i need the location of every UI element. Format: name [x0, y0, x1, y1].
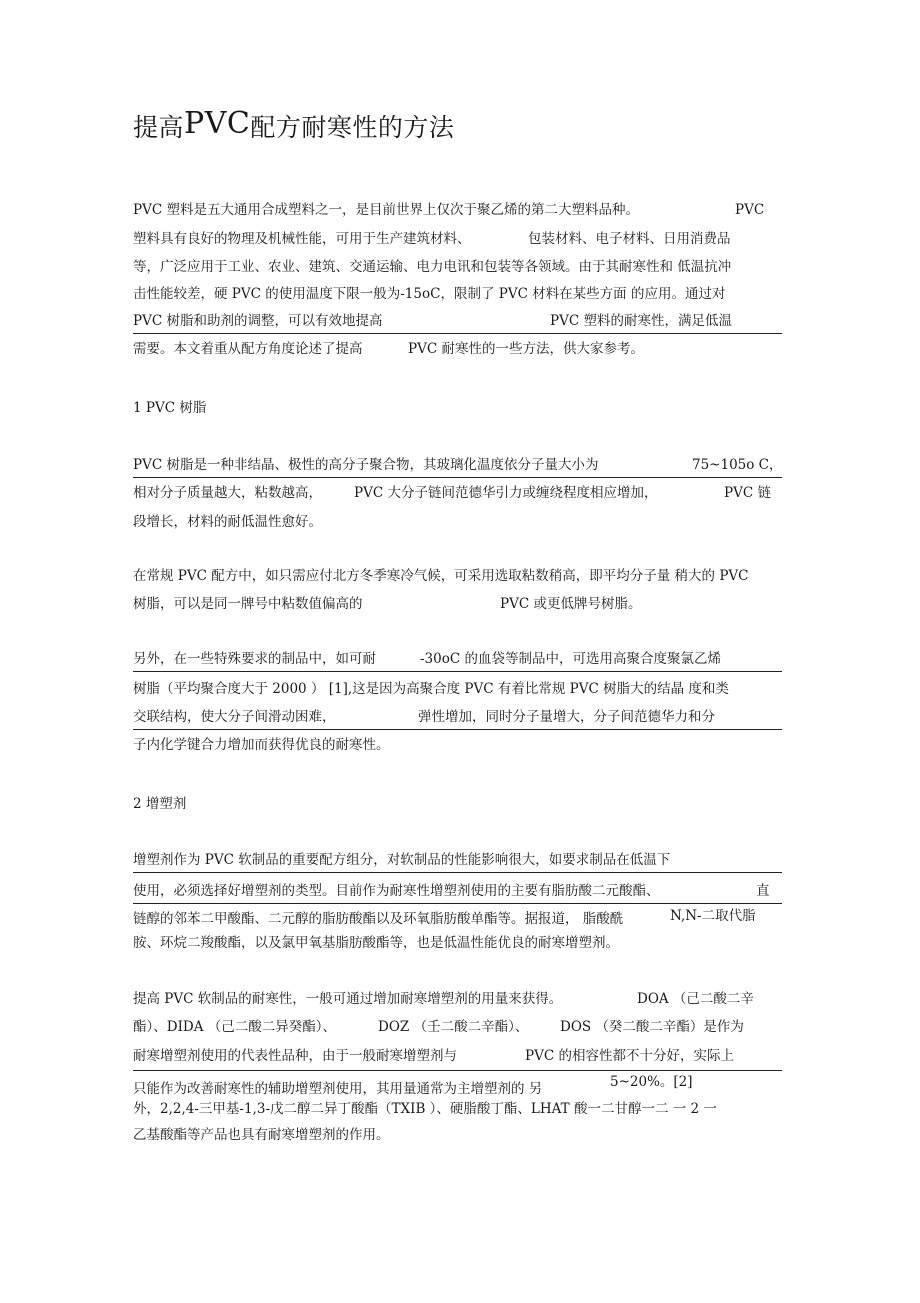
- rule: [133, 1070, 782, 1071]
- intro-line: PVC 树脂和助剂的调整，可以有效地提高: [133, 313, 383, 329]
- para-line: DOA （己二酸二辛: [637, 991, 754, 1007]
- para-line: 树脂，可以是同一牌号中粘数值偏高的: [133, 596, 363, 612]
- para-line: 在常规 PVC 配方中，如只需应付北方冬季寒冷气候，可采用选取粘数稍高，即平均分子量 稍大的 PVC: [133, 568, 749, 584]
- para-line: 外，2,2,4-三甲基-1,3-戊二醇二异丁酸酯（TXIB ）、硬脂酸丁酯、LHAT 酸一二甘醇一二 一 2 一: [133, 1101, 717, 1117]
- para-line: N,N-二取代脂: [670, 908, 756, 924]
- rule: [133, 729, 782, 730]
- rule: [133, 477, 782, 478]
- para-line: DOZ （壬二酸二辛酯）、: [378, 1019, 529, 1035]
- para-line: 子内化学键合力增加而获得优良的耐寒性。: [133, 737, 390, 753]
- title-pre: 提高: [133, 113, 185, 142]
- para-line: 树脂（平均聚合度大于 2000 ） [1],这是因为高聚合度 PVC 有着比常规 PVC 树脂大的结晶 度和类: [133, 681, 729, 697]
- title-pvc: PVC: [184, 106, 251, 141]
- section-heading: 2 增塑剂: [133, 796, 187, 812]
- intro-line: PVC: [735, 202, 765, 218]
- para-line: 提高 PVC 软制品的耐寒性，一般可通过增加耐寒增塑剂的用量来获得。: [133, 991, 563, 1007]
- intro-line: PVC 塑料的耐寒性，满足低温: [550, 313, 732, 329]
- para-line: 直: [756, 883, 770, 899]
- intro-line: 需要。本文着重从配方角度论述了提高: [133, 341, 363, 357]
- para-line: 增塑剂作为 PVC 软制品的重要配方组分，对软制品的性能影响很大，如要求制品在低温下: [133, 852, 671, 868]
- page-title: [133, 108, 454, 144]
- section-heading: 1 PVC 树脂: [133, 400, 207, 416]
- para-line: PVC 的相容性都不十分好，实际上: [525, 1048, 734, 1064]
- intro-line: 包装材料、电子材料、日用消费品: [528, 231, 731, 247]
- intro-line: 击性能较差，硬 PVC 的使用温度下限一般为-15oC，限制了 PVC 材料在某些方面 的应用。通过对: [133, 286, 726, 302]
- para-line: 相对分子质量越大，粘数越高，: [133, 485, 322, 501]
- para-line: 段增长，材料的耐低温性愈好。: [133, 514, 322, 530]
- para-line: 另外，在一些特殊要求的制品中，如可耐: [133, 651, 376, 667]
- para-line: 只能作为改善耐寒性的辅助增塑剂使用，其用量通常为主增塑剂的 另: [133, 1081, 543, 1097]
- para-line: 75~105o C，: [692, 457, 783, 473]
- intro-line: 塑料具有良好的物理及机械性能，可用于生产建筑材料、: [133, 231, 471, 247]
- para-line: DOS （癸二酸二辛酯）是作为: [560, 1019, 744, 1035]
- para-line: 酯）、DIDA （己二酸二异癸酯）、: [133, 1019, 337, 1035]
- rule: [133, 333, 782, 334]
- para-line: 使用，必须选择好增塑剂的类型。目前作为耐寒性增塑剂使用的主要有脂肪酸二元酸酯、: [133, 883, 660, 899]
- para-line: PVC 大分子链间范德华引力或缠绕程度相应增加，: [354, 485, 658, 501]
- para-line: 耐寒增塑剂使用的代表性品种，由于一般耐寒增塑剂与: [133, 1048, 457, 1064]
- para-line: 乙基酸酯等产品也具有耐寒增塑剂的作用。: [133, 1127, 390, 1143]
- intro-line: 等，广泛应用于工业、农业、建筑、交通运输、电力电讯和包装等各领域。由于其耐寒性和 低温抗冲: [133, 259, 732, 275]
- para-line: 胺、环烷二羧酸酯，以及氯甲氧基脂肪酸酯等，也是低温性能优良的耐寒增塑剂。: [133, 935, 619, 951]
- para-line: PVC 或更低牌号树脂。: [500, 596, 642, 612]
- para-line: 交联结构，使大分子间滑动困难，: [133, 709, 336, 725]
- para-line: PVC 链: [724, 485, 771, 501]
- rule: [133, 671, 782, 672]
- intro-line: PVC 塑料是五大通用合成塑料之一，是目前世界上仅次于聚乙烯的第二大塑料品种。: [133, 202, 639, 218]
- para-line: 链醇的邻苯二甲酸酯、二元醇的脂肪酸酯以及环氧脂肪酸单酯等。据报道， 脂酸酰: [133, 911, 624, 927]
- rule: [133, 903, 782, 904]
- intro-line: PVC 耐寒性的一些方法，供大家参考。: [408, 341, 644, 357]
- para-line: 5~20%。[2]: [610, 1074, 693, 1090]
- para-line: -30oC 的血袋等制品中，可选用高聚合度聚氯乙烯: [420, 651, 721, 667]
- para-line: PVC 树脂是一种非结晶、极性的高分子聚合物，其玻璃化温度依分子量大小为: [133, 457, 599, 473]
- title-post: 配方耐寒性的方法: [250, 113, 455, 142]
- para-line: 弹性增加，同时分子量增大，分子间范德华力和分: [418, 709, 715, 725]
- rule: [133, 872, 782, 873]
